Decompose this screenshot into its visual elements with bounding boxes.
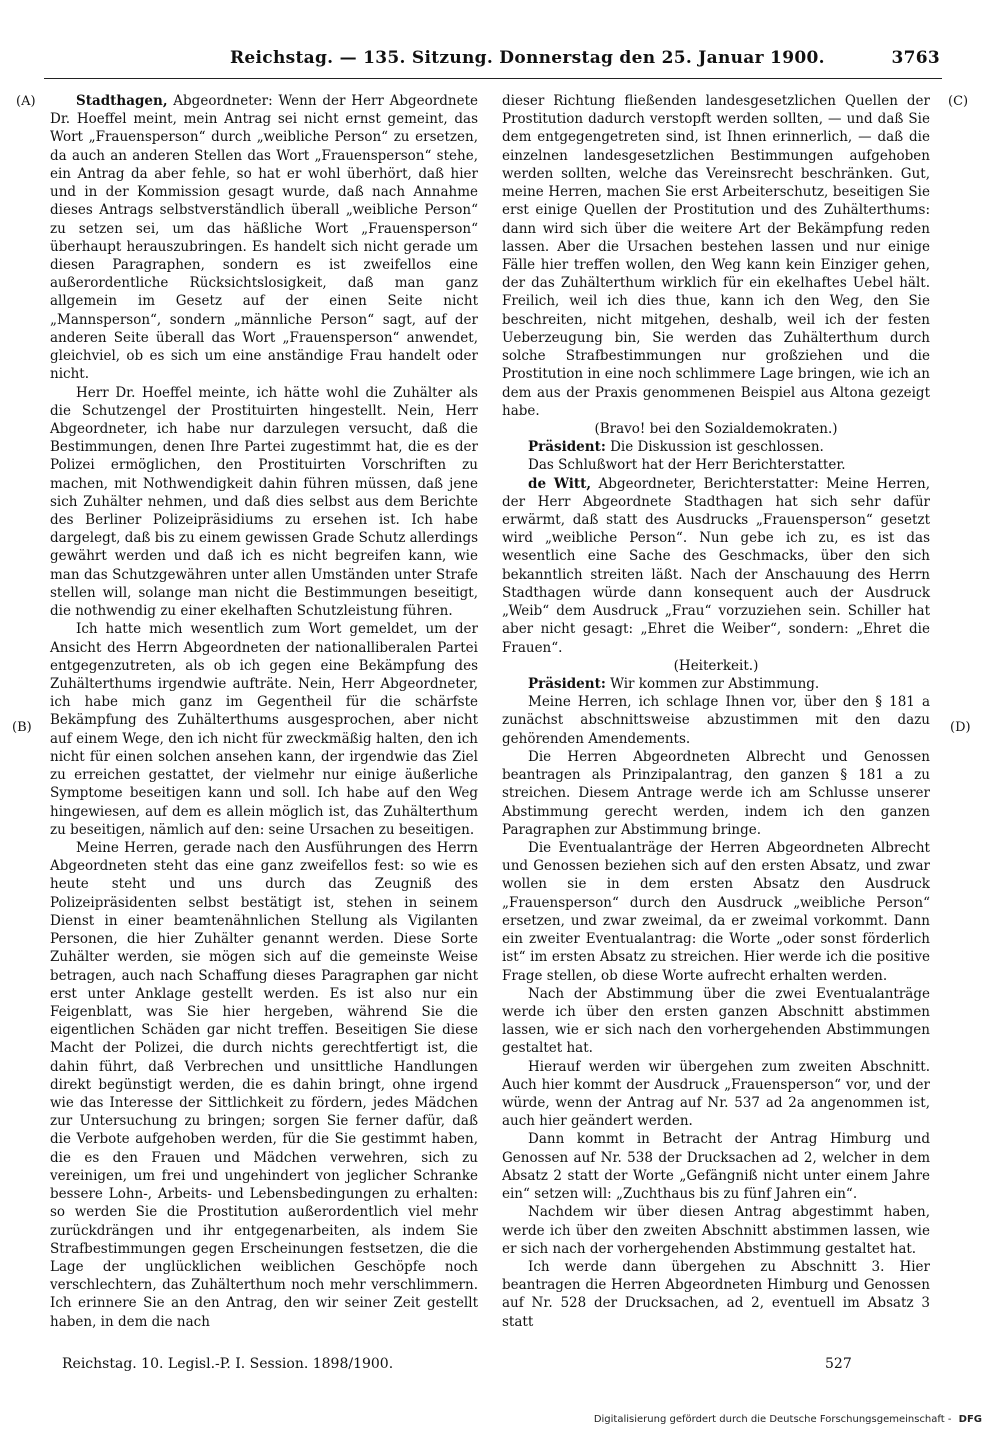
- margin-mark-d: (D): [950, 720, 971, 735]
- left-column: [50, 92, 478, 1331]
- paragraph-text: Die Diskussion ist geschlossen.: [605, 439, 824, 456]
- running-title: Reichstag. — 135. Sitzung. Donnerstag den 25. Januar 1900.: [230, 48, 825, 68]
- paragraph-text: Abgeordneter, Berichterstatter: Meine Herren, der Herr Abgeordnete Stadthagen hat sich sehr dafür erwärmt, daß statt des Ausdrucks „Frauensperson“ gesetzt wird „weibliche Person“. Nun gebe ich zu, es ist das wesentlich eine Sache des Geschmacks, über den sich bekanntlich streiten läßt. Nach der Anschauung des Herrn Stadthagen würde dann konsequent auch der Ausdruck „Weib“ dem Ausdruck „Frau“ vorzuziehen sein. Schiller hat aber nicht gesagt: „Ehret die Weiber“, sondern: „Ehret die Frauen“.: [502, 475, 930, 656]
- speaker-name: Stadthagen,: [76, 93, 168, 109]
- right-column: [502, 92, 930, 1331]
- paragraph: Hierauf werden wir übergehen zum zweiten Abschnitt. Auch hier kommt der Ausdruck „Frauensperson“ vor, und der würde, wenn der Antrag auf Nr. 537 ad 2a angenommen ist, auch hier geändert werden.: [502, 1058, 930, 1130]
- sheet-signature: Reichstag. 10. Legisl.-P. I. Session. 1898/1900.: [62, 1356, 394, 1372]
- paragraph: Nachdem wir über diesen Antrag abgestimmt haben, werde ich über den zweiten Abschnitt abstimmen lassen, wie er sich nach der vorhergehenden Abstimmung gestaltet hat.: [502, 1204, 930, 1257]
- paragraph: Nach der Abstimmung über die zwei Eventualanträge werde ich über den ersten ganzen Abschnitt abstimmen lassen, wie er sich nach den vorhergehenden Abstimmungen gestaltet hat.: [502, 985, 930, 1057]
- paragraph: [502, 475, 930, 657]
- speaker-name: de Witt,: [528, 475, 592, 492]
- paragraph: Ich hatte mich wesentlich zum Wort gemeldet, um der Ansicht des Herrn Abgeordneten der nationalliberalen Partei entgegenzutreten, als ob ich gegen eine Bekämpfung des Zuhälterthums irgendwie aufträte. Nein, Herr Abgeordneter, ich habe mich ganz im Gegentheil für die schärfste Bekämpfung des Zuhälterthums ausgesprochen, aber nicht auf einem Wege, den ich nicht für zweckmäßig halten, den ich nicht für einen solchen ansehen kann, der irgendwie das Ziel zu erreichen gestattet, der vielmehr nur einige äußerliche Symptome beseitigen kann und soll. Ich habe auf den Weg hingewiesen, auf dem es allein möglich ist, das Zuhälterthum zu beseitigen, nämlich auf den: seine Ursachen zu beseitigen.: [50, 621, 478, 838]
- interjection: (Bravo! bei den Sozialdemokraten.): [594, 420, 838, 437]
- speaker-name: Präsident:: [528, 676, 606, 692]
- speaker-name: Präsident:: [528, 439, 606, 456]
- page-header: [50, 44, 940, 72]
- paragraph: Das Schlußwort hat der Herr Berichterstatter.: [528, 457, 846, 474]
- paragraph: [502, 438, 930, 456]
- paragraph: Herr Dr. Hoeffel meinte, ich hätte wohl die Zuhälter als die Schutzengel der Prostituirten hingestellt. Nein, Herr Abgeordneter, ich habe nur darzulegen versucht, daß die Bestimmungen, denen Ihre Partei zugestimmt hat, die es der Polizei ermöglichen, den Prostituirten Vorschriften zu machen, mit Nothwendigkeit dahin führen müssen, daß jene sich Zuhälter nehmen, und daß dies selbst aus dem Berichte des Berliner Polizeipräsidiums zu ersehen ist. Ich habe dargelegt, daß bis zu einem gewissen Grade Schutz allerdings gewährt werden und daß ich es nicht begreifen kann, wie man das Schutzgewähren unter allen Umständen unter Strafe stellen will, solange man nicht die Bestimmungen beseitigt, die nothwendig zu einer ekelhaften Schutzleistung führen.: [50, 384, 479, 620]
- margin-mark-b: (B): [12, 720, 32, 735]
- paragraph: Dann kommt in Betracht der Antrag Himburg und Genossen auf Nr. 538 der Drucksachen ad 2, welcher in dem Absatz 2 statt der Worte „Gefängniß nicht unter einem Jahre ein“ setzen will: „Zuchthaus bis zu fünf Jahren ein“.: [502, 1131, 930, 1203]
- digitization-credit: [594, 1414, 982, 1425]
- paragraph: Die Herren Abgeordneten Albrecht und Genossen beantragen als Prinzipalantrag, den ganzen § 181 a zu streichen. Diesem Antrage werde ich am Schlusse unserer Abstimmung gerecht werden, indem ich den ganzen Paragraphen zur Abstimmung bringe.: [502, 748, 930, 838]
- dfg-logo: DFG: [958, 1414, 982, 1425]
- paragraph-text: Wir kommen zur Abstimmung.: [605, 676, 820, 692]
- paragraph: Ich werde dann übergehen zu Abschnitt 3. Hier beantragen die Herren Abgeordneten Himburg und Genossen auf Nr. 528 der Drucksachen, ad 2, eventuell im Absatz 3 statt: [502, 1259, 930, 1330]
- interjection: (Heiterkeit.): [673, 657, 759, 674]
- paragraph: [50, 92, 478, 384]
- page-number: 3763: [891, 48, 940, 68]
- paragraph: dieser Richtung fließenden landesgesetzlichen Quellen der Prostitution dadurch verstopft werden sollten, — und daß Sie dem entgegengetreten sind, ist Ihnen erinnerlich, — daß die einzelnen landesgesetzlichen Bestimmungen aufgehoben werden sollten, welche das Vereinsrecht beschränken. Gut, meine Herren, machen Sie erst Arbeiterschutz, beseitigen Sie erst einige Quellen der Prostitution und des Zuhälterthums: dann wird sich über die weitere Art der Bekämpfung reden lassen. Aber die Ursachen bestehen lassen und nur einige Fälle hier treffen wollen, den Weg kann kein Einziger gehen, der das Zuhälterthum wirklich für ein ekelhaftes Uebel hält. Freilich, weil ich dies thue, kann ich den Weg, den Sie beschreiten, nicht mitgehen, deshalb, weil ich der festen Ueberzeugung bin, Sie werden das Zuhälterthum durch solche Strafbestimmungen nur großziehen und die Prostitution in eine noch schlimmere Lage bringen, wie ich an dem aus der Praxis genommenen Beispiel aus Altona gezeigt habe.: [502, 93, 930, 419]
- header-rule: [44, 78, 942, 79]
- sheet-number: 527: [825, 1356, 852, 1372]
- paragraph: [502, 675, 930, 693]
- margin-mark-c: (C): [948, 94, 969, 109]
- credit-text: Digitalisierung gefördert durch die Deutsche Forschungsgemeinschaft -: [593, 1414, 952, 1425]
- paragraph-text: Abgeordneter: Wenn der Herr Abgeordnete Dr. Hoeffel meint, mein Antrag sei nicht ernst gemeint, das Wort „Frauensperson“ durch „weibliche Person“ zu ersetzen, da auch an anderen Stellen das Wort „Frauensperson“ stehe, ein Antrag da aber fehle, so hat er wohl überhört, daß hier und in der Kommission gesagt wurde, daß nach Annahme dieses Antrags selbstverständlich überall „weibliche Person“ zu setzen sei, um das häßliche Wort „Frauensperson“ überhaupt herauszubringen. Es handelt sich nicht gerade um diesen Paragraphen, sondern es ist zweifellos eine außerordentliche Rücksichtslosigkeit, daß man ganz allgemein im Gesetz auf der einen Seite nicht „Mannsperson“, sondern „männliche Person“ sagt, auf der anderen Seite überall das Wort „Frauensperson“ anwendet, gleichviel, ob es sich um eine anständige Frau handelt oder nicht.: [50, 93, 478, 383]
- paragraph: Meine Herren, gerade nach den Ausführungen des Herrn Abgeordneten steht das eine ganz zweifellos fest: so wie es heute steht und uns durch das Zeugniß des Polizeipräsidenten selbst bestätigt ist, stehen in seinem Dienst in einer beamtenähnlichen Stellung als Vigilanten Personen, die hier Zuhälter genannt werden. Diese Sorte Zuhälter werden, sie mögen sich auf die gemeinste Weise betragen, auch nach Schaffung dieses Paragraphen gar nicht erst unter Anklage gestellt werden. Es ist also nur ein Feigenblatt, was Sie hier hergeben, während Sie die eigentlichen Schäden gar nicht treffen. Beseitigen Sie diese Macht der Polizei, die durch nichts gerechtfertigt ist, die dahin führt, daß Verbrechen und unsittliche Handlungen direkt begünstigt werden, die es dahin bringt, ohne irgend wie das Interesse der Sittlichkeit zu fördern, jedes Mädchen zur Untersuchung zu bringen; sorgen Sie ferner dafür, daß die Verbote aufgehoben werden, für die Sie gestimmt haben, die es den Frauen und Mädchen verwehren, sich zu vereinigen, um frei und ungehindert von jeglicher Schranke bessere Lohn-, Arbeits- und Lebensbedingungen zu erhalten: so werden Sie die Prostitution außerordentlich viel mehr zurückdrängen und ihr entgegenarbeiten, als indem Sie Strafbestimmungen gegen Erscheinungen festsetzen, die die Lage der unglücklichen weiblichen Geschöpfe noch verschlechtern, das Zuhälterthum noch mehr verschlimmern. Ich erinnere Sie an den Antrag, den wir seiner Zeit gestellt haben, in dem die nach: [50, 839, 478, 1330]
- margin-mark-a: (A): [16, 94, 36, 109]
- paragraph: Die Eventualanträge der Herren Abgeordneten Albrecht und Genossen beziehen sich auf den ersten Absatz, und zwar wollen sie in dem ersten Absatz den Ausdruck „Frauensperson“ durch den Ausdruck „weibliche Person“ ersetzen, und zwar zweimal, da er zweimal vorkommt. Dann ein zweiter Eventualantrag: die Worte „oder sonst förderlich ist“ im ersten Absatz zu streichen. Hier werde ich die positive Frage stellen, ob diese Worte aufrecht erhalten werden.: [502, 839, 930, 984]
- paragraph: Meine Herren, ich schlage Ihnen vor, über den § 181 a zunächst abschnittsweise abzustimmen mit den dazu gehörenden Amendements.: [502, 694, 930, 747]
